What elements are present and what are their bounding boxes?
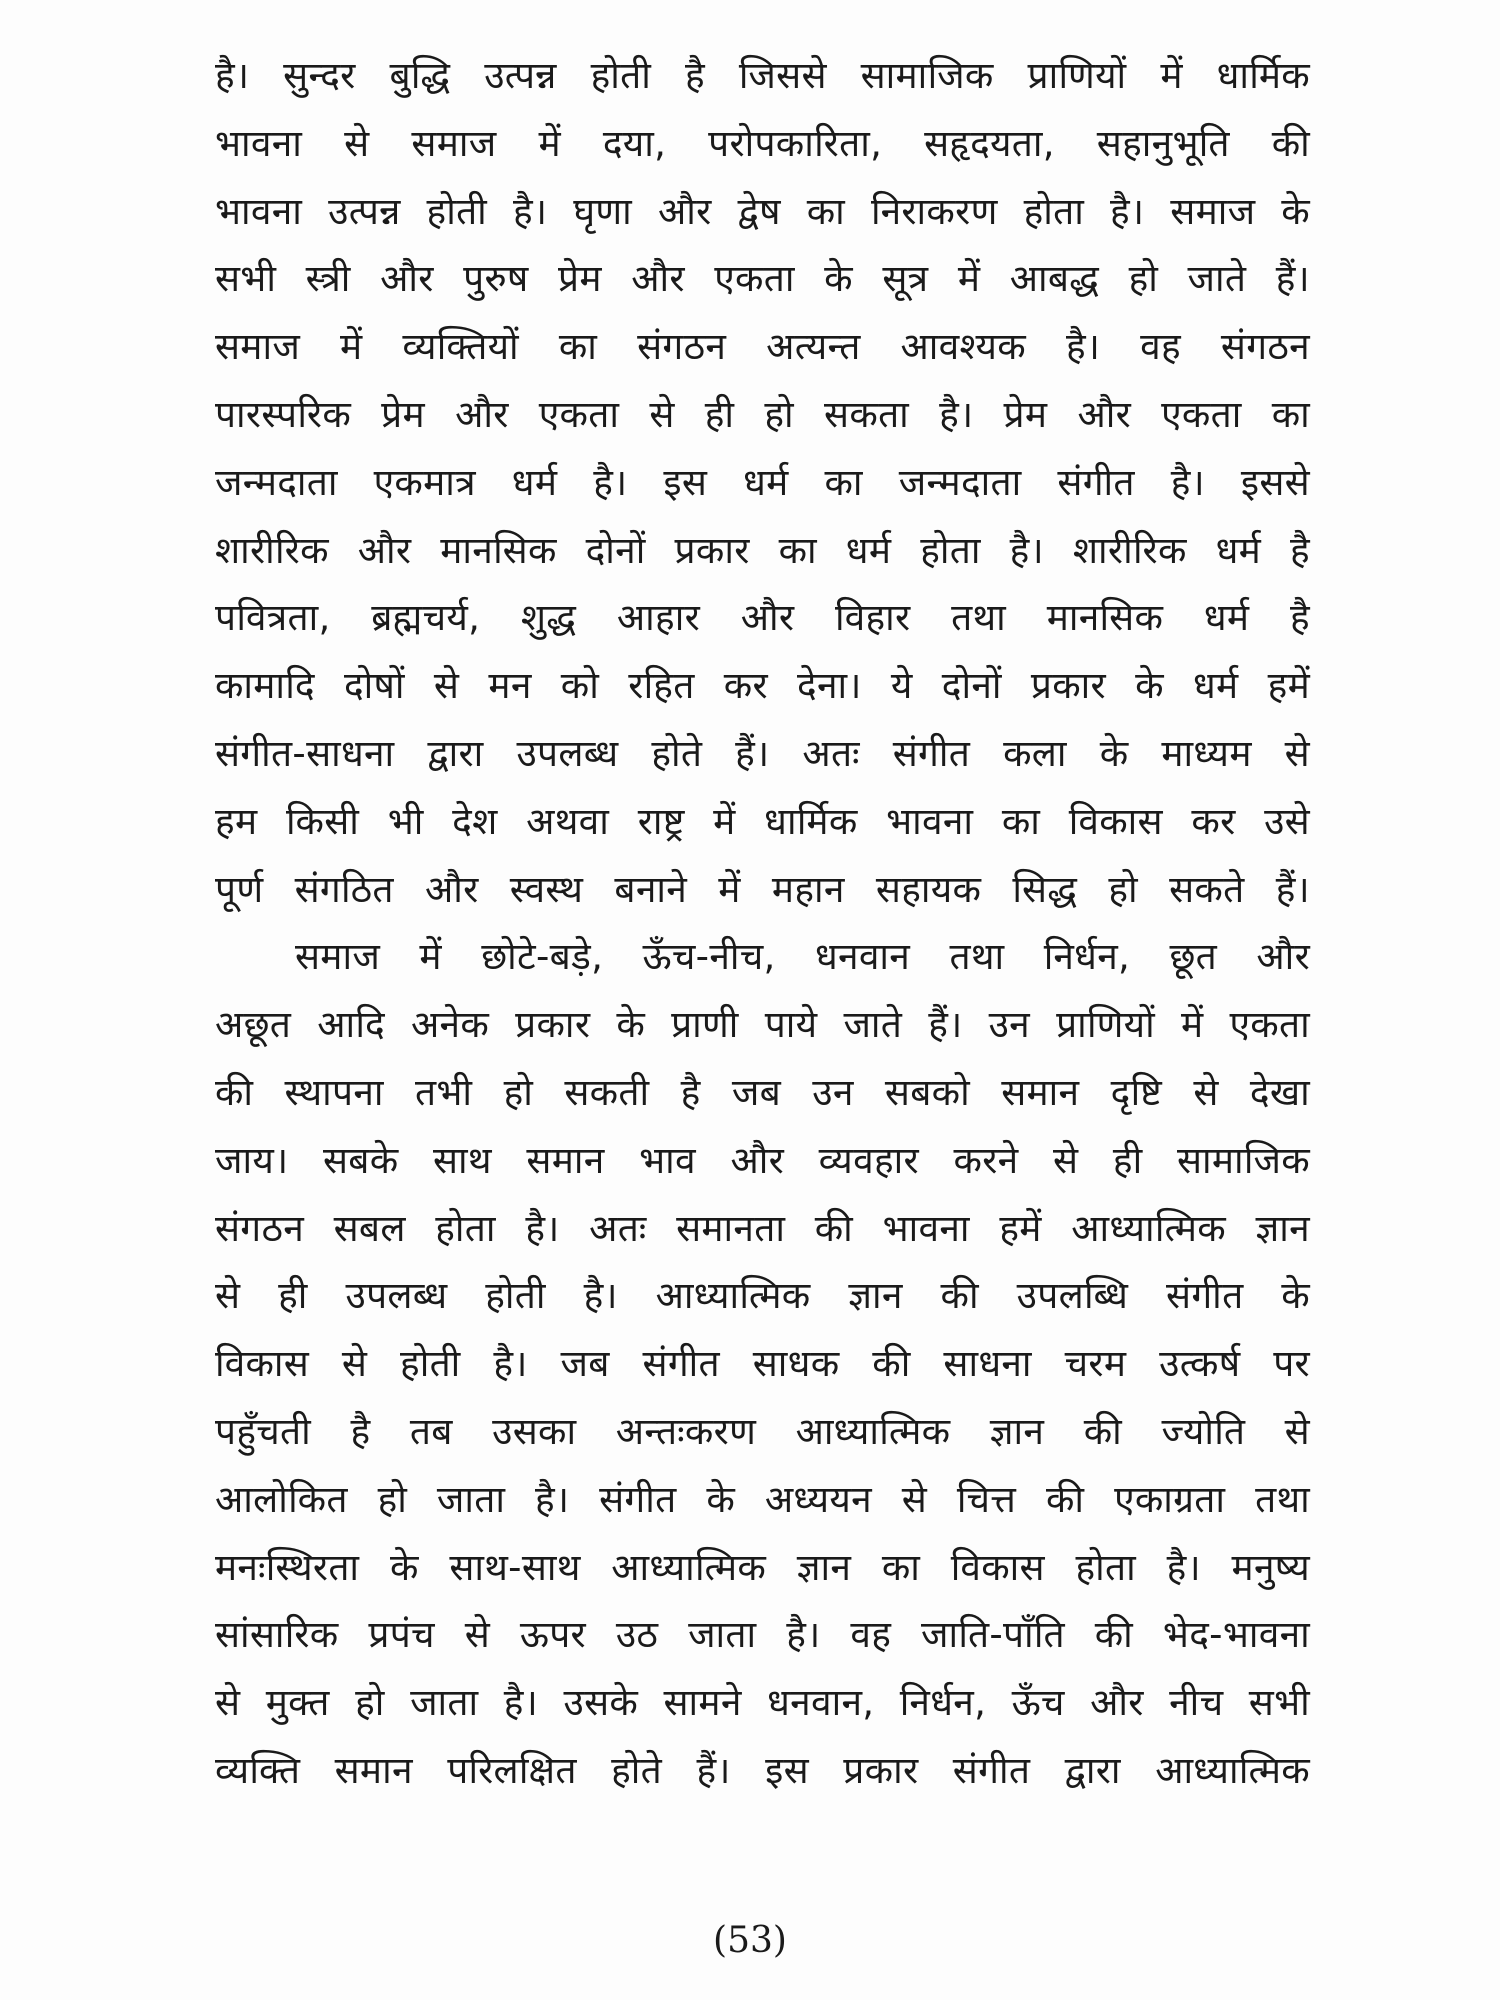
text-line: से ही उपलब्ध होती है। आध्यात्मिक ज्ञान की उपलब्धि संगीत के (215, 1274, 1310, 1318)
text-line: सांसारिक प्रपंच से ऊपर उठ जाता है। वह जाति-पाँति की भेद-भावना (215, 1613, 1310, 1657)
text-line: संगीत-साधना द्वारा उपलब्ध होते हैं। अतः संगीत कला के माध्यम से (215, 731, 1310, 775)
text-line: की स्थापना तभी हो सकती है जब उन सबको समान दृष्टि से देखा (215, 1070, 1310, 1114)
text-line: संगठन सबल होता है। अतः समानता की भावना हमें आध्यात्मिक ज्ञान (215, 1206, 1310, 1250)
text-line: मनःस्थिरता के साथ-साथ आध्यात्मिक ज्ञान का विकास होता है। मनुष्य (215, 1545, 1310, 1589)
text-line: सभी स्त्री और पुरुष प्रेम और एकता के सूत्र में आबद्ध हो जाते हैं। (215, 257, 1310, 301)
text-line: कामादि दोषों से मन को रहित कर देना। ये दोनों प्रकार के धर्म हमें (215, 664, 1310, 708)
text-line: अछूत आदि अनेक प्रकार के प्राणी पाये जाते हैं। उन प्राणियों में एकता (215, 1003, 1310, 1047)
text-line: भावना उत्पन्न होती है। घृणा और द्वेष का निराकरण होता है। समाज के (215, 189, 1310, 233)
text-line: से मुक्त हो जाता है। उसके सामने धनवान, निर्धन, ऊँच और नीच सभी (215, 1681, 1310, 1725)
text-line: व्यक्ति समान परिलक्षित होते हैं। इस प्रकार संगीत द्वारा आध्यात्मिक (215, 1748, 1310, 1792)
body-text (215, 42, 1310, 1805)
page-number: (53) (713, 1920, 787, 1961)
text-line: पूर्ण संगठित और स्वस्थ बनाने में महान सहायक सिद्ध हो सकते हैं। (215, 867, 1310, 911)
text-line: जन्मदाता एकमात्र धर्म है। इस धर्म का जन्मदाता संगीत है। इससे (215, 460, 1310, 504)
text-line: आलोकित हो जाता है। संगीत के अध्ययन से चित्त की एकाग्रता तथा (215, 1477, 1310, 1521)
text-line: पारस्परिक प्रेम और एकता से ही हो सकता है। प्रेम और एकता का (215, 392, 1310, 436)
text-line: विकास से होती है। जब संगीत साधक की साधना चरम उत्कर्ष पर (215, 1342, 1310, 1386)
text-line: पवित्रता, ब्रह्मचर्य, शुद्ध आहार और विहार तथा मानसिक धर्म है (215, 596, 1310, 640)
text-line: शारीरिक और मानसिक दोनों प्रकार का धर्म होता है। शारीरिक धर्म है (215, 528, 1310, 572)
text-line: है। सुन्दर बुद्धि उत्पन्न होती है जिससे सामाजिक प्राणियों में धार्मिक (215, 54, 1310, 97)
text-line: पहुँचती है तब उसका अन्तःकरण आध्यात्मिक ज्ञान की ज्योति से (215, 1409, 1310, 1453)
text-line: जाय। सबके साथ समान भाव और व्यवहार करने से ही सामाजिक (215, 1138, 1310, 1182)
text-line: समाज में व्यक्तियों का संगठन अत्यन्त आवश्यक है। वह संगठन (215, 325, 1310, 369)
text-line: हम किसी भी देश अथवा राष्ट्र में धार्मिक भावना का विकास कर उसे (215, 799, 1310, 843)
text-line: भावना से समाज में दया, परोपकारिता, सहृदयता, सहानुभूति की (215, 121, 1310, 165)
paragraph-start-line: समाज में छोटे-बड़े, ऊँच-नीच, धनवान तथा निर्धन, छूत और (295, 935, 1310, 979)
